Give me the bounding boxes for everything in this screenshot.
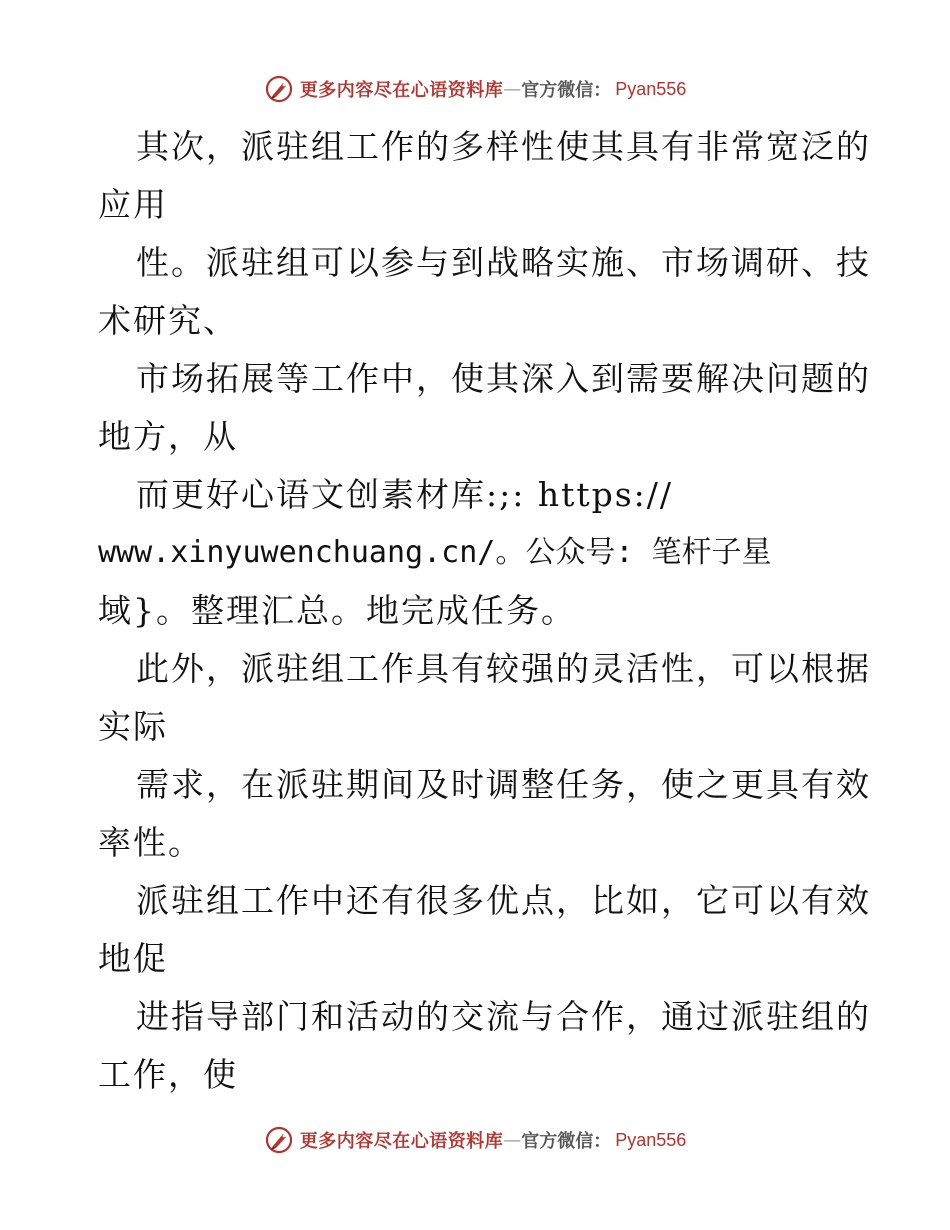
paragraph-line: 而更好心语文创素材库:;: https:// (136, 475, 674, 514)
paragraph-line: 率性。 (98, 823, 203, 862)
paragraph-line: 应用 (98, 185, 168, 224)
header-banner (0, 72, 950, 106)
paragraph-line: 市场拓展等工作中，使其深入到需要解决问题的 (136, 359, 871, 398)
header-separator: — (503, 78, 522, 100)
document-body (98, 118, 871, 1104)
footer-brand-text: 更多内容尽在心语资料库 (299, 1131, 504, 1152)
paragraph-line: 地促 (98, 939, 168, 978)
paragraph-line: 性。派驻组可以参与到战略实施、市场调研、技 (136, 243, 871, 282)
paragraph-line-url: www.xinyuwenchuang.cn/。公众号: 笔杆子星 (98, 535, 772, 570)
pen-nib-logo-icon (264, 1125, 294, 1155)
paragraph-line: 派驻组工作中还有很多优点，比如，它可以有效 (136, 881, 871, 920)
pen-nib-logo-icon (264, 74, 294, 104)
footer-banner (0, 1123, 950, 1157)
paragraph-line: 进指导部门和活动的交流与合作，通过派驻组的 (136, 997, 871, 1036)
header-wechat-label: 官方微信： (521, 80, 612, 101)
footer-wechat-id: Pyan556 (615, 1129, 687, 1150)
footer-separator: — (503, 1129, 522, 1151)
paragraph-line: 实际 (98, 707, 168, 746)
paragraph-line: 工作，使 (98, 1055, 238, 1094)
paragraph-line: 其次，派驻组工作的多样性使其具有非常宽泛的 (136, 127, 871, 166)
paragraph-line: 术研究、 (98, 301, 238, 340)
header-brand-text: 更多内容尽在心语资料库 (299, 80, 504, 101)
header-wechat-id: Pyan556 (615, 78, 687, 99)
paragraph-line: 此外，派驻组工作具有较强的灵活性，可以根据 (136, 649, 871, 688)
paragraph-line: 需求，在派驻期间及时调整任务，使之更具有效 (136, 765, 871, 804)
paragraph-line: 域}。整理汇总。地完成任务。 (98, 591, 576, 630)
paragraph-line: 地方，从 (98, 417, 238, 456)
footer-wechat-label: 官方微信： (521, 1131, 612, 1152)
